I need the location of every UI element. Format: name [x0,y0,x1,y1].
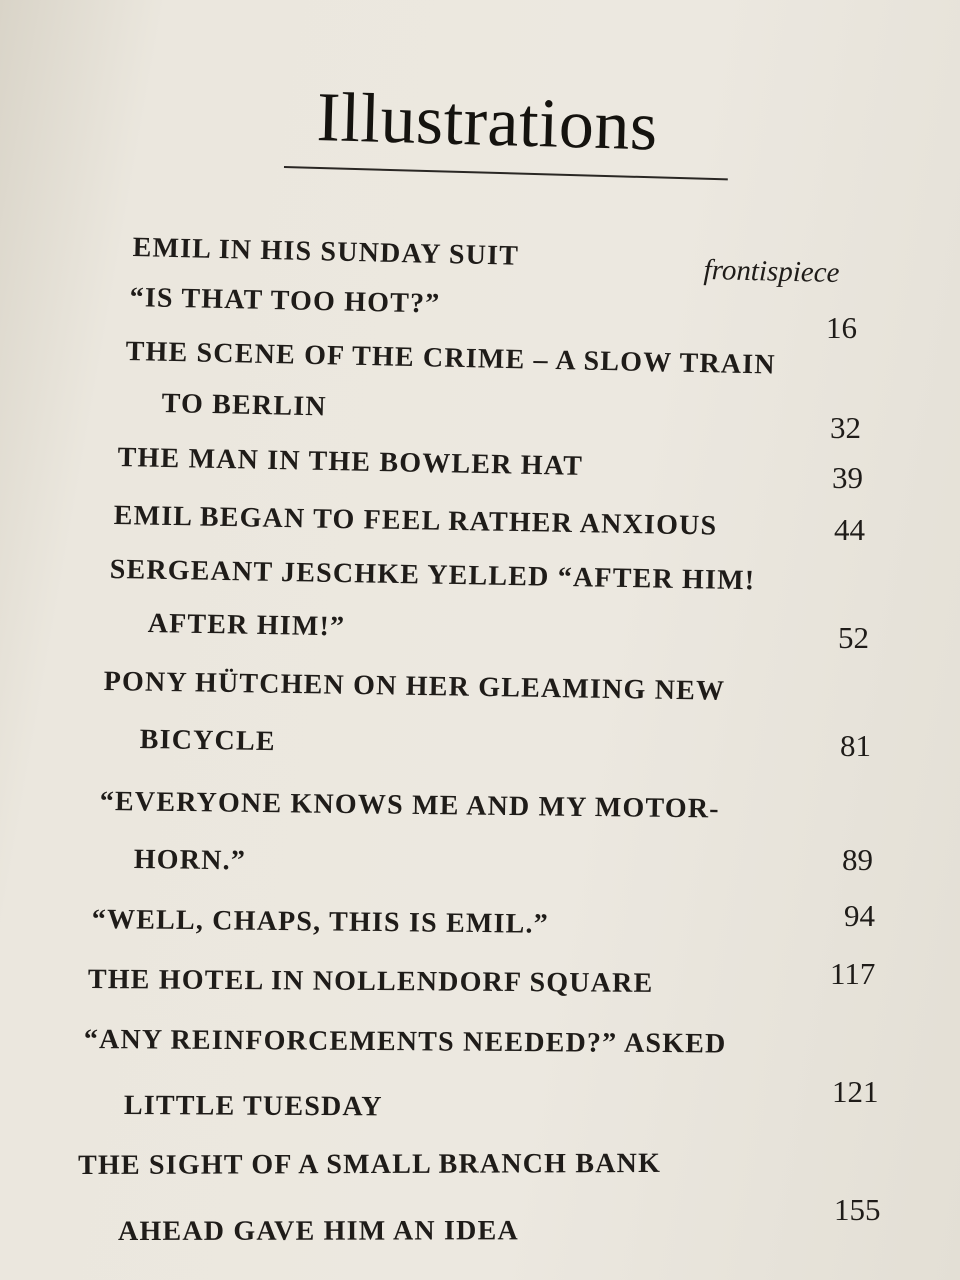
entry-caption-line: “ANY REINFORCEMENTS NEEDED?” ASKED [83,1024,727,1060]
entry-page-number: frontispiece [703,254,840,290]
entry-caption-line: PONY HÜTCHEN ON HER GLEAMING NEW [103,666,726,707]
entry-page-number: 94 [844,898,875,933]
entry-caption-line: “WELL, CHAPS, THIS IS EMIL.” [91,904,550,940]
entry-page-number: 81 [840,728,871,763]
entry-caption-line: SERGEANT JESCHKE YELLED “AFTER HIM! [109,554,756,597]
entry-caption-line: THE MAN IN THE BOWLER HAT [117,442,584,482]
entry-caption-line: AHEAD GAVE HIM AN IDEA [118,1215,519,1247]
entry-caption-line: EMIL IN HIS SUNDAY SUIT [132,232,520,272]
entry-caption-line: HORN.” [133,844,247,877]
entry-page-number: 44 [834,512,865,547]
entry-caption-line: BICYCLE [139,724,276,758]
entry-caption-line: THE HOTEL IN NOLLENDORF SQUARE [87,964,654,999]
page-title: Illustrations [315,78,659,166]
entry-caption-line: TO BERLIN [161,388,328,423]
entry-caption-line: THE SIGHT OF A SMALL BRANCH BANK [78,1147,662,1181]
entry-page-number: 52 [838,620,869,655]
entry-page-number: 117 [830,956,876,991]
entry-page-number: 16 [826,310,857,345]
entry-page-number: 121 [832,1074,879,1109]
entry-page-number: 32 [830,410,861,445]
entry-caption-line: “EVERYONE KNOWS ME AND MY MOTOR- [99,786,720,825]
entry-caption-line: THE SCENE OF THE CRIME – A SLOW TRAIN [125,336,777,381]
entry-caption-line: AFTER HIM!” [147,608,346,643]
entry-page-number: 155 [834,1192,881,1227]
entry-page-number: 89 [842,842,873,877]
entry-page-number: 39 [832,460,863,495]
entry-caption-line: LITTLE TUESDAY [123,1090,383,1123]
entry-caption-line: “IS THAT TOO HOT?” [129,282,441,320]
entry-caption-line: EMIL BEGAN TO FEEL RATHER ANXIOUS [113,500,718,542]
